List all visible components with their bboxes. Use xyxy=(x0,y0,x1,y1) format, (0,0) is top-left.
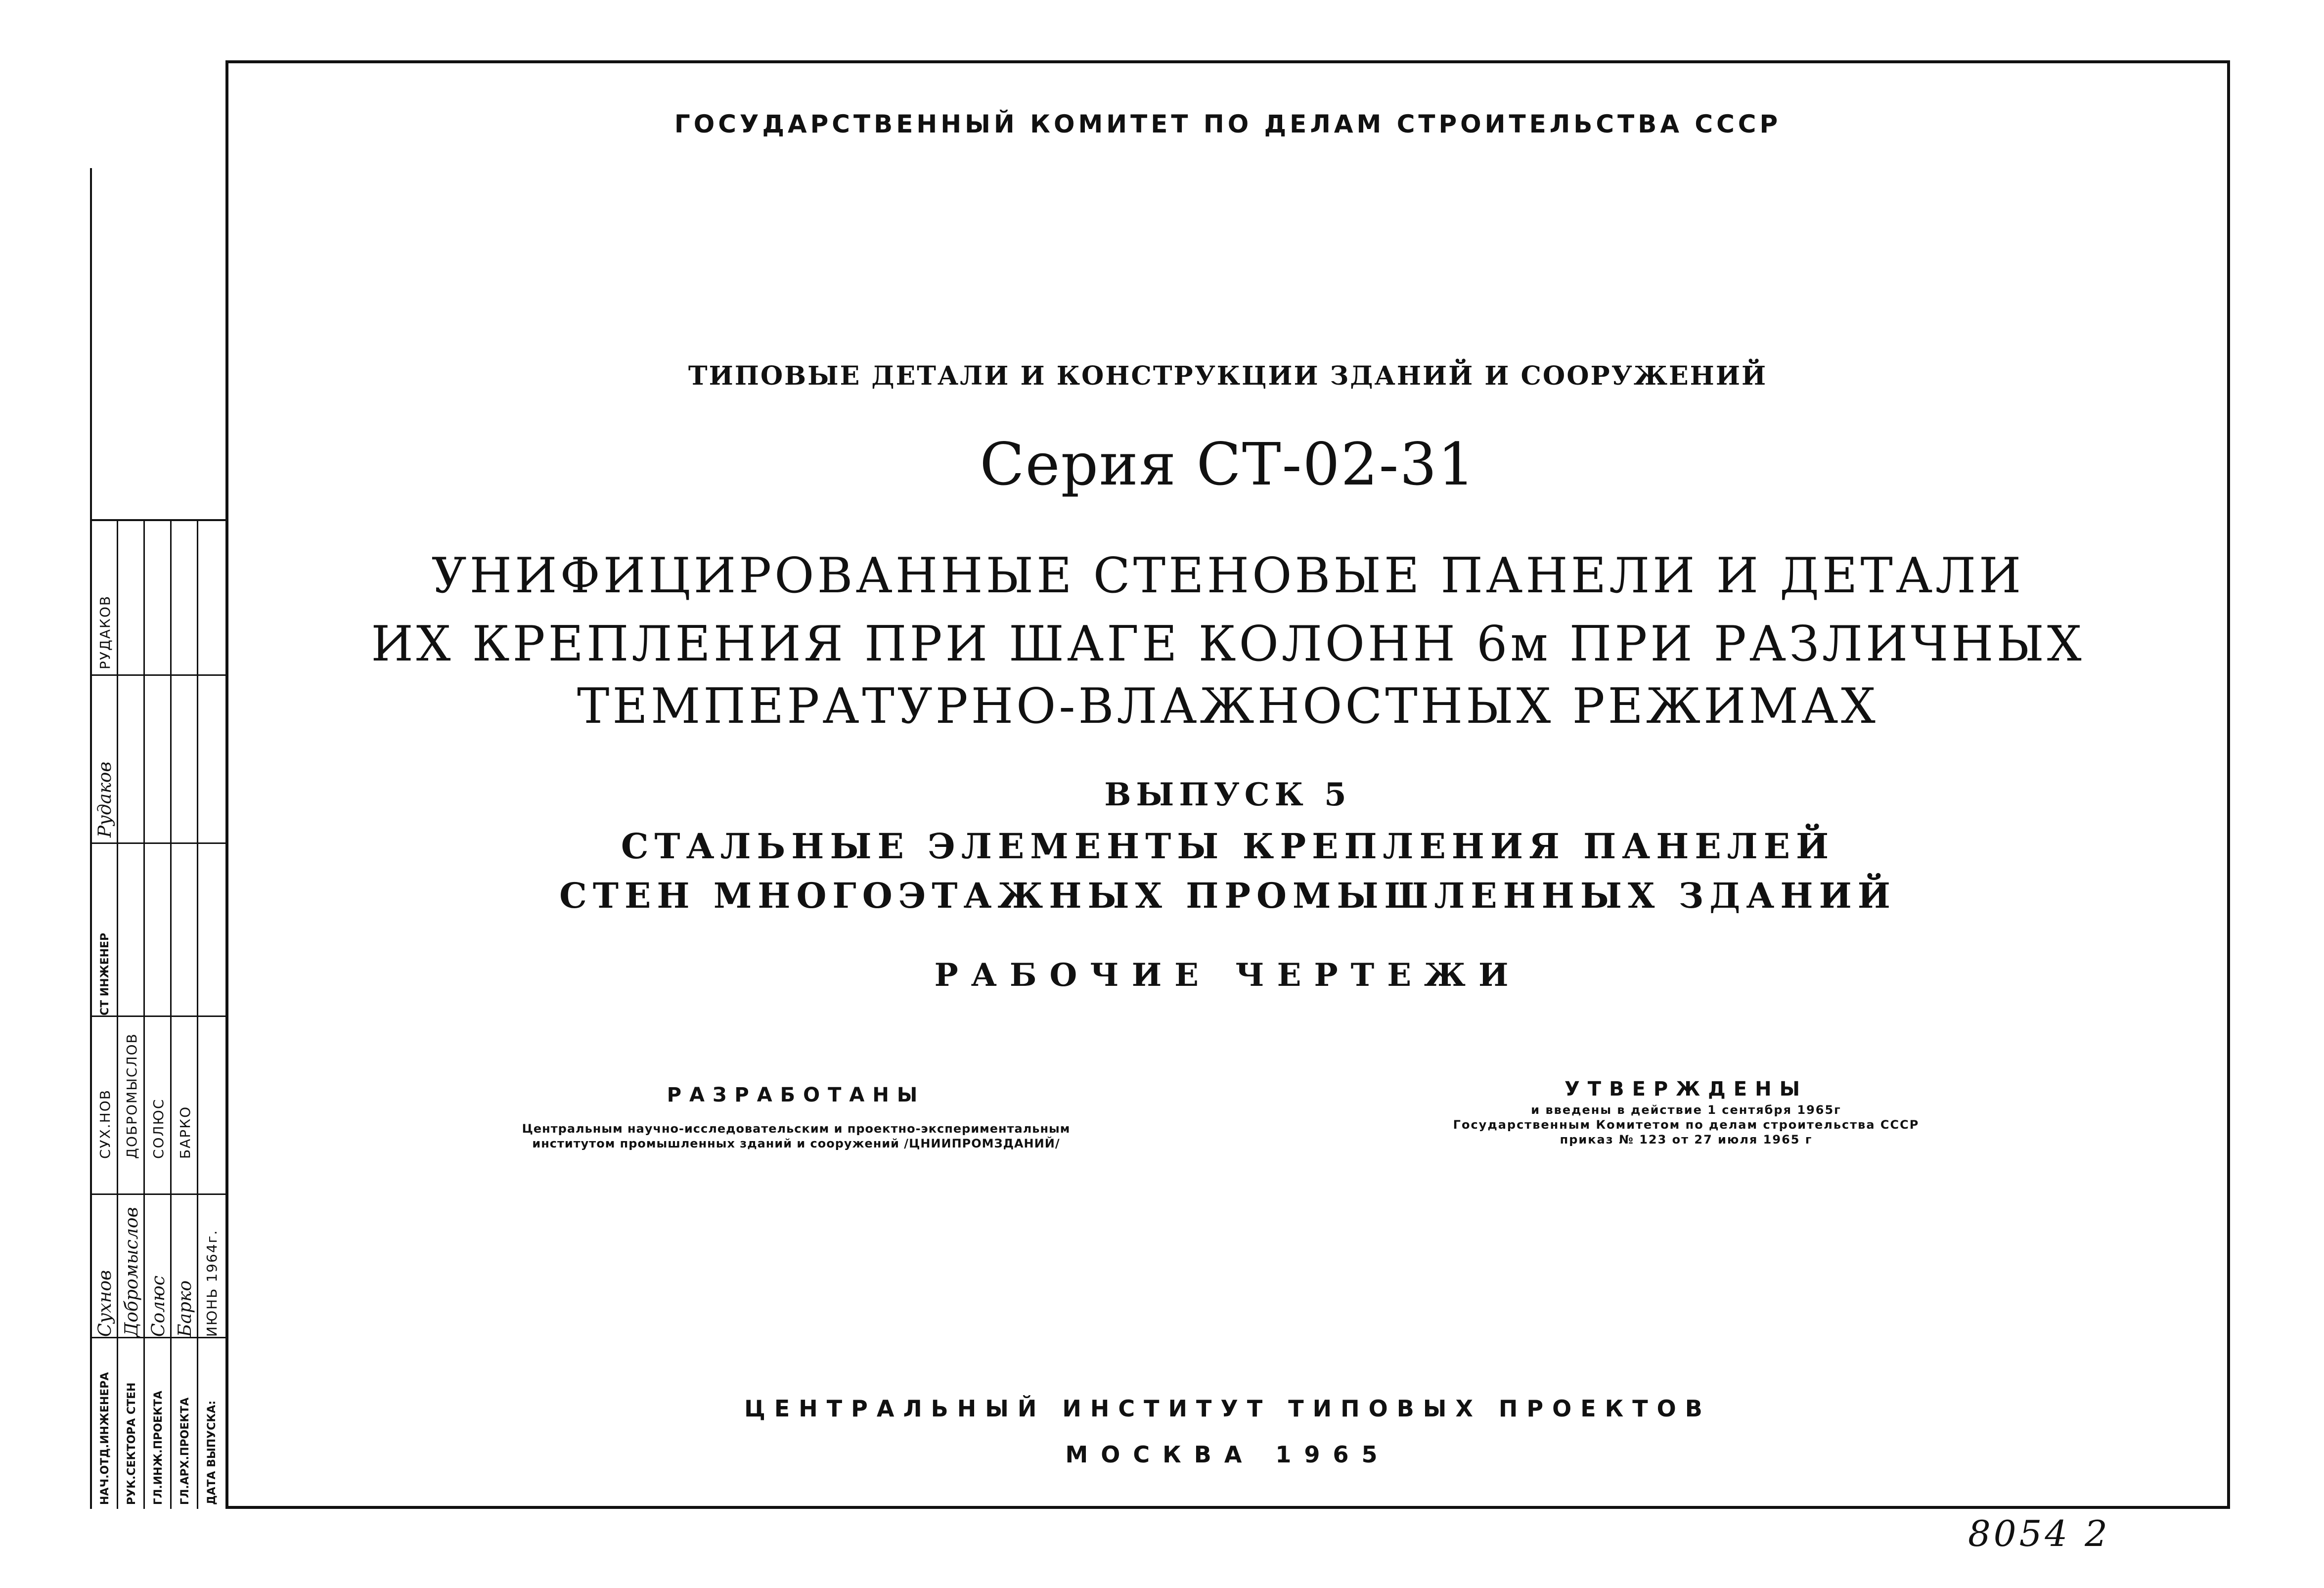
stamp-signature: Барко xyxy=(175,1280,195,1337)
approved-line-2: Государственным Комитетом по делам строительства СССР xyxy=(1453,1118,1920,1132)
issue-number: ВЫПУСК 5 xyxy=(1104,776,1351,813)
stamp-label: НАЧ.ОТД.ИНЖЕНЕРА xyxy=(99,1372,111,1505)
title-line-2: ИХ КРЕПЛЕНИЯ ПРИ ШАГЕ КОЛОНН 6м ПРИ РАЗЛИЧНЫХ xyxy=(371,616,2085,672)
issue-title-line-1: СТАЛЬНЫЕ ЭЛЕМЕНТЫ КРЕПЛЕНИЯ ПАНЕЛЕЙ xyxy=(621,826,1835,867)
series-title: Серия СТ-02-31 xyxy=(980,430,1476,498)
stamp-name: БАРКО xyxy=(177,1105,193,1159)
stamp-row xyxy=(145,521,172,1509)
issue-title-line-2: СТЕН МНОГОЭТАЖНЫХ ПРОМЫШЛЕННЫХ ЗДАНИЙ xyxy=(559,875,1896,916)
developed-line-2: институтом промышленных зданий и сооружений /ЦНИИПРОМЗДАНИЙ/ xyxy=(532,1137,1060,1150)
stamp-name: ДОБРОМЫСЛОВ xyxy=(124,1033,140,1159)
developed-line-1: Центральным научно-исследовательским и проектно-экспериментальным xyxy=(522,1122,1071,1136)
stamp-row xyxy=(92,521,119,1509)
stamp-label: ГЛ.ИНЖ.ПРОЕКТА xyxy=(152,1390,165,1505)
stamp-extra-signature: Рудаков xyxy=(95,761,115,838)
title-line-3: ТЕМПЕРАТУРНО-ВЛАЖНОСТНЫХ РЕЖИМАХ xyxy=(577,678,1878,735)
stamp-label: ГЛ.АРХ.ПРОЕКТА xyxy=(179,1397,191,1505)
title-line-1: УНИФИЦИРОВАННЫЕ СТЕНОВЫЕ ПАНЕЛИ И ДЕТАЛИ xyxy=(431,548,2024,604)
approved-line-3: приказ № 123 от 27 июля 1965 г xyxy=(1560,1133,1813,1147)
developed-by-block xyxy=(435,1084,1157,1151)
stamp-label: РУК.СЕКТОРА СТЕН xyxy=(126,1382,138,1505)
developed-heading: РАЗРАБОТАНЫ xyxy=(667,1084,926,1106)
stamp-signature: Солюс xyxy=(148,1276,169,1337)
stamp-row xyxy=(172,521,199,1509)
sheet-number: 8054 2 xyxy=(1968,1513,2110,1554)
drawing-type: РАБОЧИЕ ЧЕРТЕЖИ xyxy=(934,957,1521,994)
stamp-name: СУХ.НОВ xyxy=(97,1089,113,1159)
stamp-date: ИЮНЬ 1964г. xyxy=(204,1229,220,1337)
stamp-name: СОЛЮС xyxy=(150,1098,167,1159)
publisher-name: ЦЕНТРАЛЬНЫЙ ИНСТИТУТ ТИПОВЫХ ПРОЕКТОВ xyxy=(744,1395,1711,1422)
approved-heading: УТВЕРЖДЕНЫ xyxy=(1564,1078,1808,1101)
stamp-signature: Сухнов xyxy=(95,1270,115,1337)
stamp-row xyxy=(199,521,225,1509)
stamp-text-area xyxy=(92,521,225,1509)
stamp-signature: Добромыслов xyxy=(122,1207,142,1337)
document-category: ТИПОВЫЕ ДЕТАЛИ И КОНСТРУКЦИИ ЗДАНИЙ И СООРУЖЕНИЙ xyxy=(688,361,1768,391)
stamp-extra-name: РУДАКОВ xyxy=(97,595,113,669)
stamp-label: ДАТА ВЫПУСКА: xyxy=(206,1400,218,1505)
approved-line-1: и введены в действие 1 сентября 1965г xyxy=(1531,1103,1841,1117)
approved-block xyxy=(1365,1078,2008,1147)
stamp-stub-line xyxy=(90,168,92,519)
stamp-extra-label: СТ ИНЖЕНЕР xyxy=(99,932,111,1015)
organization-header: ГОСУДАРСТВЕННЫЙ КОМИТЕТ ПО ДЕЛАМ СТРОИТЕЛЬСТВА СССР xyxy=(674,110,1782,138)
stamp-row xyxy=(119,521,145,1509)
publisher-city-year: МОСКВА 1965 xyxy=(1065,1441,1390,1468)
